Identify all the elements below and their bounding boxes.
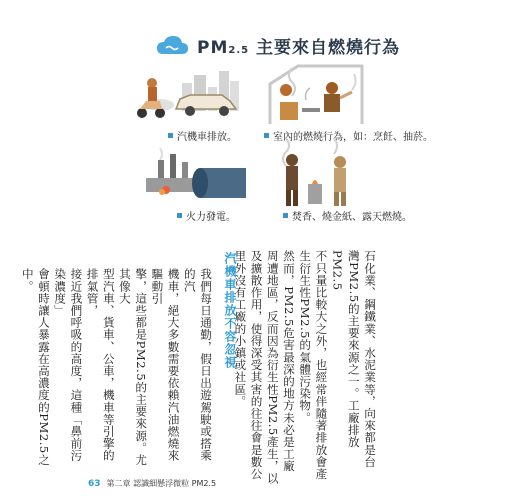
caption-indoor: 室內的燃燒行為，如：烹飪、抽菸。 [264,128,433,143]
page-title: PM2.5 主要來自燃燒行為 [197,37,401,58]
section-heading: 汽機車排放不容忽視 [223,252,237,369]
body-text-block-2 [20,268,214,473]
body-line: 不只量比較大之外，也經常伴隨著排放會產 [314,250,329,480]
caption-marker [168,133,173,138]
caption-incense: 焚香、燒金紙、露天燃燒。 [283,208,412,223]
body-line: 周遭地區，反而因為衍生性PM2.5產生，以 [265,250,280,485]
body-line: 然而，PM2.5危害最深的地方未必是工廠 [281,250,296,473]
body-line: 石化業、鋼鐵業、水泥業等，向來都是台 [363,250,377,468]
body-line: 生衍生性PM2.5的氣體污染物。 [298,250,313,424]
body-line: 及擴散作用，使得深受其害的往往會是數公 [249,250,264,480]
body-line: 我們每日通勤，假日出遊駕駛或搭乘的汽 [182,268,213,462]
indoor-burning-illustration [262,62,372,128]
power-plant-illustration [138,148,250,206]
page-number: 63 [88,479,101,489]
footer-text: 第二章 認識細懸浮微粒 PM2.5 [106,479,217,488]
caption-marker [177,213,182,218]
chapter-title [155,30,400,60]
body-line: 灣PM2.5的主要來源之一。工廠排放PM2.5 [330,250,361,448]
body-line: 機車，絕大多數需要依賴汽油燃燒來驅動引 [150,268,181,462]
body-line: 型汽車、貨車、公車，機車等引擎的排氣管， [85,268,116,462]
caption-vehicle: 汽機車排放。 [168,128,237,143]
caption-power: 火力發電。 [177,208,236,223]
cloud-icon [155,33,189,57]
body-line: 里外沒有工廠的小鎮或社區。 [233,250,248,408]
body-line: 接近我們呼吸的高度，這種「鼻前污染濃度」 [53,268,84,462]
body-line: 會頓時讓人暴露在高濃度的PM2.5之中。 [20,268,51,466]
page-footer [88,478,216,489]
vehicle-emission-illustration [130,65,250,125]
incense-burning-illustration [268,138,368,208]
caption-marker [283,213,288,218]
body-text-block-1 [233,250,378,485]
body-line: 擎，這些都是PM2.5的主要來源。尤其像大 [117,268,149,466]
